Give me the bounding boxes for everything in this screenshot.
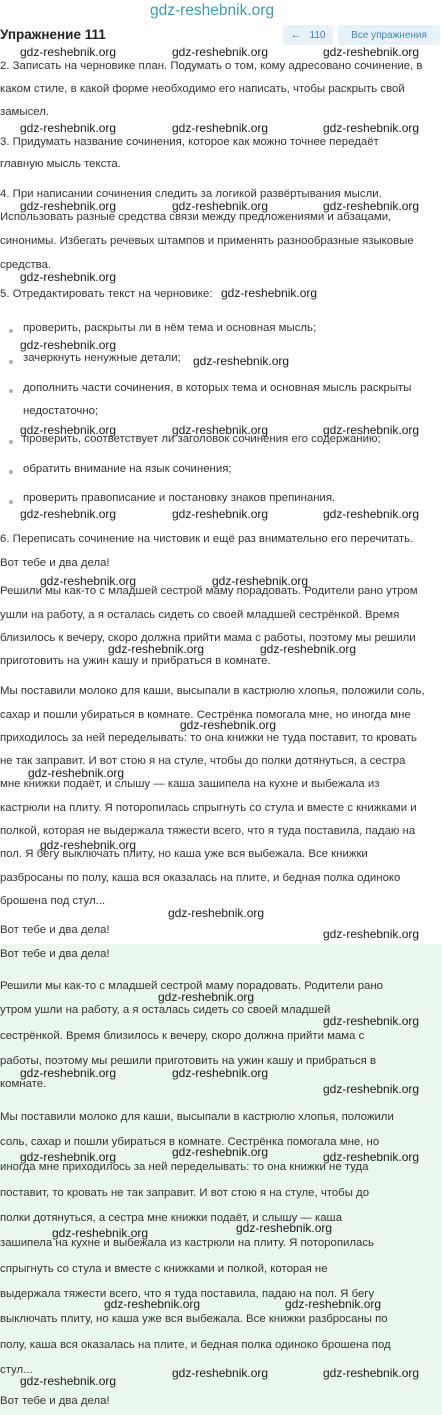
- list-item: проверить правописание и постановку знаков препинания.: [23, 492, 336, 504]
- answer-line: иногда мне приходилось за ней переделывать: то она книжки не туда: [0, 1161, 369, 1173]
- watermark: gdz-reshebnik.org: [172, 507, 269, 521]
- watermark: gdz-reshebnik.org: [212, 574, 309, 588]
- watermark: gdz-reshebnik.org: [323, 1014, 420, 1028]
- watermark: gdz-reshebnik.org: [323, 1150, 420, 1164]
- answer-line: выключать плиту, но каша уже вся выбежала. Все книжки разбросаны по: [0, 1313, 388, 1325]
- text-line: замысел.: [0, 106, 50, 118]
- watermark: gdz-reshebnik.org: [236, 1221, 333, 1235]
- text-line: Мы поставили молоко для каши, высыпали в кастрюлю хлопья, положили соль,: [0, 685, 425, 697]
- text-line: ушли на работу, а я осталась сидеть со своей младшей сестрёнкой. Время: [0, 609, 400, 621]
- watermark: gdz-reshebnik.org: [323, 1366, 420, 1380]
- text-line: Использовать разные средства связи между предложениями и абзацами,: [0, 211, 392, 223]
- text-line: синонимы. Избегать речевых штампов и применять разнообразные языковые: [0, 235, 414, 247]
- watermark: gdz-reshebnik.org: [20, 1150, 117, 1164]
- answer-line: утром ушли на работу, а я осталась сидеть со своей младшей: [0, 1004, 331, 1016]
- all-exercises-button[interactable]: [338, 25, 440, 45]
- watermark: gdz-reshebnik.org: [20, 423, 117, 437]
- list-bullet: [9, 360, 13, 364]
- list-item: обратить внимание на язык сочинения;: [23, 463, 232, 475]
- watermark: gdz-reshebnik.org: [172, 1066, 269, 1080]
- list-item: проверить, соответствует ли заголовок сочинения его содержанию;: [23, 433, 381, 445]
- answer-line: поставит, то кровать не так заправит. И вот стою я на стуле, чтобы до: [0, 1187, 370, 1199]
- arrow-left-icon: ←: [290, 29, 302, 41]
- watermark: gdz-reshebnik.org: [323, 927, 420, 941]
- list-item: зачеркнуть ненужные детали;: [23, 352, 181, 364]
- list-bullet: [9, 440, 13, 444]
- list-bullet: [9, 470, 13, 474]
- page-title: Упражнение 111: [0, 27, 106, 42]
- watermark: gdz-reshebnik.org: [40, 838, 137, 852]
- watermark: gdz-reshebnik.org: [168, 906, 265, 920]
- watermark: gdz-reshebnik.org: [323, 507, 420, 521]
- watermark: gdz-reshebnik.org: [20, 45, 117, 59]
- answer-line: спрыгнуть со стула и вместе с книжками и полкой, которая не: [0, 1263, 328, 1275]
- watermark: gdz-reshebnik.org: [323, 45, 420, 59]
- watermark: gdz-reshebnik.org: [193, 354, 290, 368]
- answer-line: полу, каша вся оказалась на плите, и бедная полка одиноко брошена под: [0, 1339, 391, 1351]
- list-bullet: [9, 389, 13, 393]
- answer-line: соль, сахар и пошли убираться в комнате. Сестрёнка помогала мне, но: [0, 1136, 380, 1148]
- watermark: gdz-reshebnik.org: [20, 1374, 117, 1388]
- answer-line: Мы поставили молоко для каши, высыпали в кастрюлю хлопья, положили: [0, 1111, 394, 1123]
- text-line: Вот тебе и два дела!: [0, 924, 110, 936]
- text-line: приходилось за ней переделывать: то она книжки не туда поставит, то кровать: [0, 732, 417, 744]
- watermark: gdz-reshebnik.org: [323, 1082, 420, 1096]
- text-line: 4. При написании сочинения следить за логикой развёртывания мысли.: [0, 188, 382, 200]
- watermark: gdz-reshebnik.org: [260, 642, 357, 656]
- text-line: 6. Переписать сочинение на чистовик и ещё раз внимательно его перечитать.: [0, 533, 414, 545]
- text-line: близилось к вечеру, скоро должна прийти мама с работы, поэтому мы решили: [0, 632, 416, 644]
- text-line: мне книжки подаёт, и слышу — каша зашипела на кухне и выбежала из: [0, 778, 380, 790]
- text-line: пол. Я бегу выключать плиту, но каша уже вся выбежала. Все книжки: [0, 848, 368, 860]
- text-line: брошена под стул...: [0, 895, 106, 907]
- watermark: gdz-reshebnik.org: [158, 990, 255, 1004]
- site-title: gdz-reshebnik.org: [150, 2, 275, 19]
- prev-exercise-button[interactable]: [283, 25, 333, 45]
- watermark: gdz-reshebnik.org: [172, 1366, 269, 1380]
- all-exercises-label: Все упражнения: [351, 29, 427, 41]
- watermark: gdz-reshebnik.org: [40, 574, 137, 588]
- text-line: приготовить на ужин кашу и прибраться в комнате.: [0, 655, 271, 667]
- watermark: gdz-reshebnik.org: [28, 766, 125, 780]
- answer-line: Вот тебе и два дела!: [0, 1395, 110, 1407]
- watermark: gdz-reshebnik.org: [172, 423, 269, 437]
- text-line: средства.: [0, 259, 52, 271]
- watermark: gdz-reshebnik.org: [172, 45, 269, 59]
- answer-line: полки дотянуться, а сестра мне книжки подаёт, и слышу — каша: [0, 1212, 343, 1224]
- text-line: каком стиле, в какой форме необходимо его написать, чтобы раскрыть свой: [0, 83, 405, 95]
- text-line: 3. Придумать название сочинения, которое как можно точнее передаёт: [0, 136, 379, 148]
- watermark: gdz-reshebnik.org: [20, 507, 117, 521]
- watermark: gdz-reshebnik.org: [20, 121, 117, 135]
- text-line: сахар и пошли убираться в комнате. Сестрёнка помогала мне, но иногда мне: [0, 709, 411, 721]
- answer-title: Вот тебе и два дела!: [0, 948, 110, 960]
- answer-line: стул...: [0, 1364, 33, 1376]
- watermark: gdz-reshebnik.org: [172, 199, 269, 213]
- watermark: gdz-reshebnik.org: [20, 338, 117, 352]
- answer-line: зашипела на кухне и выбежала из кастрюли на плиту. Я поторопилась: [0, 1237, 374, 1249]
- watermark: gdz-reshebnik.org: [52, 1226, 149, 1240]
- text-line: не так заправит. И вот стою я на стуле, чтобы до полки дотянуться, а сестра: [0, 755, 406, 767]
- text-line: Решили мы как-то с младшей сестрой маму порадовать. Родители рано утром: [0, 585, 418, 597]
- watermark: gdz-reshebnik.org: [172, 1145, 269, 1159]
- text-line: главную мысль текста.: [0, 158, 121, 170]
- text-line: кастрюли на плиту. Я поторопилась спрыгнуть со стула и вместе с книжками и: [0, 802, 417, 814]
- answer-line: сестрёнкой. Время близилось к вечеру, скоро должна прийти мама с: [0, 1030, 365, 1042]
- answer-line: Решили мы как-то с младшей сестрой маму порадовать. Родители рано: [0, 980, 384, 992]
- list-item: дополнить части сочинения, в которых тема и основная мысль раскрыты: [23, 382, 412, 394]
- watermark: gdz-reshebnik.org: [285, 1297, 382, 1311]
- watermark: gdz-reshebnik.org: [221, 286, 318, 300]
- watermark: gdz-reshebnik.org: [20, 270, 117, 284]
- text-line: полкой, которая не выдержала тяжести всего, что я туда поставила, падаю на: [0, 825, 416, 837]
- watermark: gdz-reshebnik.org: [20, 1066, 117, 1080]
- watermark: gdz-reshebnik.org: [323, 423, 420, 437]
- text-line: 2. Записать на черновике план. Подумать о том, кому адресовано сочинение, в: [0, 60, 423, 72]
- watermark: gdz-reshebnik.org: [20, 199, 117, 213]
- answer-line: комнате.: [0, 1078, 47, 1090]
- watermark: gdz-reshebnik.org: [180, 718, 277, 732]
- watermark: gdz-reshebnik.org: [104, 1297, 201, 1311]
- prev-exercise-label: 110: [309, 29, 326, 41]
- watermark: gdz-reshebnik.org: [108, 642, 205, 656]
- watermark: gdz-reshebnik.org: [323, 121, 420, 135]
- list-item-continued: недостаточно;: [23, 405, 99, 417]
- answer-line: выдержала тяжести всего, что я туда поставила, падаю на пол. Я бегу: [0, 1288, 375, 1300]
- list-item: проверить, раскрыты ли в нём тема и основная мысль;: [23, 322, 317, 334]
- text-line: 5. Отредактировать текст на черновике:: [0, 288, 213, 300]
- text-line: разбросаны по полу, каша вся оказалась на плите, и бедная полка одиноко: [0, 872, 401, 884]
- watermark: gdz-reshebnik.org: [323, 199, 420, 213]
- watermark: gdz-reshebnik.org: [172, 121, 269, 135]
- list-bullet: [9, 500, 13, 504]
- answer-line: работы, поэтому мы решили приготовить на ужин кашу и прибраться в: [0, 1055, 377, 1067]
- list-bullet: [9, 329, 13, 333]
- essay-title: Вот тебе и два дела!: [0, 557, 110, 569]
